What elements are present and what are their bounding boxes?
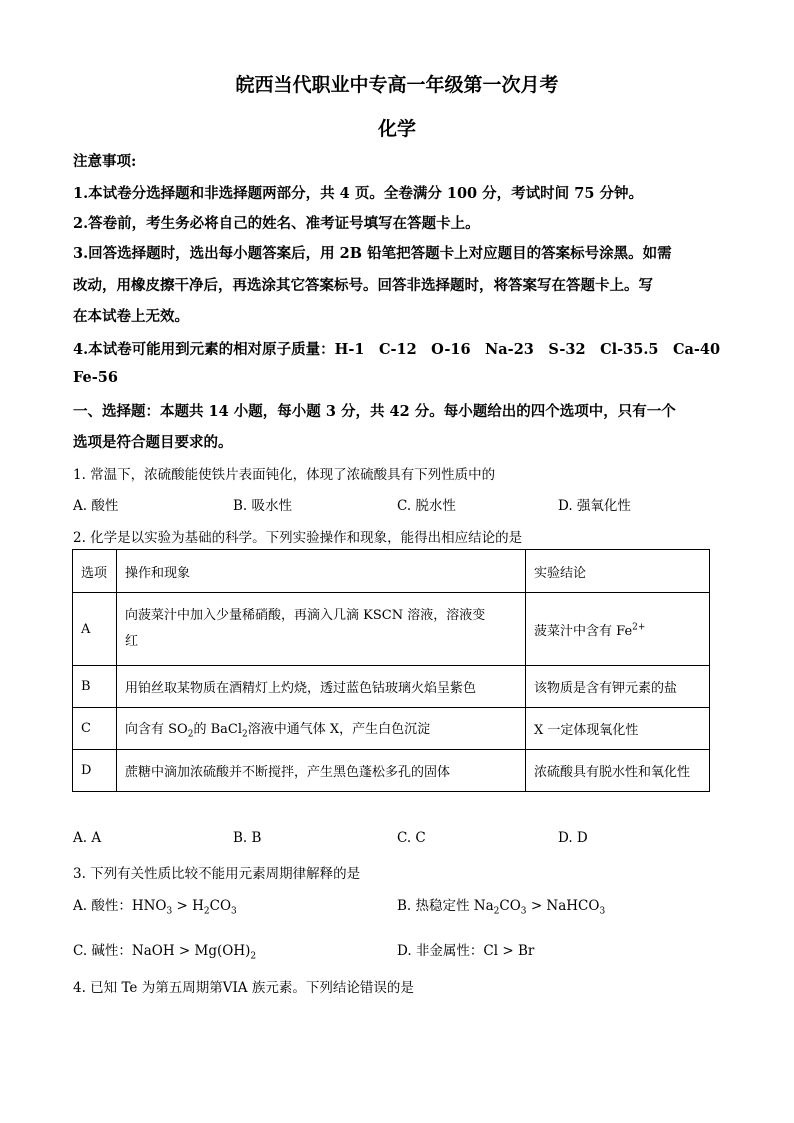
question-2-stem: 2. 化学是以实验为基础的科学。下列实验操作和现象，能得出相应结论的是 — [73, 530, 523, 546]
question-3-option-d: D. 非金属性：Cl > Br — [397, 943, 535, 959]
question-4-stem: 4. 已知 Te 为第五周期第VIA 族元素。下列结论错误的是 — [73, 980, 414, 996]
row-d-operation: 蔗糖中滴加浓硫酸并不断搅拌，产生黑色蓬松多孔的固体 — [117, 750, 526, 792]
section-1-heading-line-2: 选项是符合题目要求的。 — [73, 434, 233, 451]
q3-c-part-1: C. 碱性：NaOH > Mg(OH) — [73, 943, 251, 959]
q3-a-part-1: A. 酸性：HNO — [73, 898, 167, 914]
question-2-option-b: B. B — [233, 830, 262, 846]
row-c-operation-part-1: 向含有 SO — [125, 721, 188, 737]
row-b-option: B — [73, 666, 117, 708]
question-1-option-b: B. 吸水性 — [233, 498, 293, 514]
table-header-row — [73, 550, 710, 593]
q3-b-part-3: > NaHCO — [526, 898, 600, 914]
row-a-conclusion-text: 菠菜汁中含有 Fe — [534, 623, 633, 639]
section-1-heading-line-1: 一、选择题：本题共 14 小题，每小题 3 分，共 42 分。每小题给出的四个选项中，只有一个 — [73, 403, 676, 420]
row-c-operation — [117, 708, 526, 750]
row-c-operation-sub-2: 2 — [241, 729, 248, 740]
question-3-option-b — [397, 894, 605, 917]
question-3-option-c — [73, 939, 256, 962]
question-1-option-c: C. 脱水性 — [397, 498, 456, 514]
q3-b-sub-2: 3 — [520, 906, 527, 917]
question-3-option-a — [73, 894, 237, 917]
row-a-operation-line-1: 向菠菜汁中加入少量稀硝酸，再滴入几滴 KSCN 溶液，溶液变 — [125, 608, 486, 623]
question-2-option-a: A. A — [73, 830, 102, 846]
q3-c-sub-1: 2 — [250, 951, 257, 962]
row-c-operation-part-3: 溶液中通气体 X，产生白色沉淀 — [247, 721, 431, 737]
header-operation: 操作和现象 — [117, 550, 526, 593]
q3-a-sub-1: 3 — [166, 906, 173, 917]
table-row — [73, 750, 710, 792]
row-c-option: C — [73, 708, 117, 750]
question-2-option-d: D. D — [558, 830, 588, 846]
notice-item-4-line-1: 4.本试卷可能用到元素的相对原子质量：H-1 C-12 O-16 Na-23 S-32 Cl-35.5 Ca-40 — [73, 341, 721, 358]
question-1-option-a: A. 酸性 — [73, 498, 119, 514]
notice-item-1: 1.本试卷分选择题和非选择题两部分，共 4 页。全卷满分 100 分，考试时间 75 分钟。 — [73, 185, 643, 202]
notice-item-3-line-2: 改动，用橡皮擦干净后，再选涂其它答案标号。回答非选择题时，将答案写在答题卡上。写 — [73, 277, 653, 294]
question-1-stem: 1. 常温下，浓硫酸能使铁片表面钝化，体现了浓硫酸具有下列性质中的 — [73, 467, 496, 483]
notice-item-4-line-2: Fe-56 — [73, 369, 118, 386]
row-a-conclusion — [526, 593, 710, 666]
q3-a-part-3: CO — [209, 898, 232, 914]
notice-item-2: 2.答卷前，考生务必将自己的姓名、准考证号填写在答题卡上。 — [73, 215, 480, 232]
q3-a-part-2: > H — [172, 898, 204, 914]
table-row — [73, 593, 710, 666]
question-3-stem: 3. 下列有关性质比较不能用元素周期律解释的是 — [73, 866, 361, 882]
row-a-conclusion-charge: 2+ — [632, 622, 646, 633]
row-c-operation-sub-1: 2 — [187, 729, 194, 740]
question-2-option-c: C. C — [397, 830, 426, 846]
header-option: 选项 — [73, 550, 117, 593]
q3-b-part-1: B. 热稳定性 Na — [397, 898, 494, 914]
row-a-operation-line-2: 红 — [125, 634, 139, 649]
row-b-conclusion: 该物质是含有钾元素的盐 — [526, 666, 710, 708]
row-c-operation-part-2: 的 BaCl — [193, 721, 242, 737]
row-d-conclusion: 浓硫酸具有脱水性和氧化性 — [526, 750, 710, 792]
table-row — [73, 708, 710, 750]
row-b-operation: 用铂丝取某物质在酒精灯上灼烧，透过蓝色钴玻璃火焰呈紫色 — [117, 666, 526, 708]
experiment-table — [72, 549, 710, 792]
subject-title: 化学 — [377, 118, 416, 140]
header-conclusion: 实验结论 — [526, 550, 710, 593]
row-d-option: D — [73, 750, 117, 792]
row-c-conclusion: X 一定体现氧化性 — [526, 708, 710, 750]
exam-title: 皖西当代职业中专高一年级第一次月考 — [235, 74, 559, 96]
q3-a-sub-2: 2 — [203, 906, 210, 917]
q3-b-sub-1: 2 — [493, 906, 500, 917]
q3-a-sub-3: 3 — [231, 906, 237, 917]
notice-item-3-line-1: 3.回答选择题时，选出每小题答案后，用 2B 铅笔把答题卡上对应题目的答案标号涂黑。如需 — [73, 245, 672, 262]
notice-heading: 注意事项: — [73, 153, 137, 170]
row-a-option: A — [73, 593, 117, 666]
row-a-operation — [117, 593, 526, 666]
q3-b-sub-3: 3 — [599, 906, 606, 917]
table-row — [73, 666, 710, 708]
q3-b-part-2: CO — [499, 898, 521, 914]
question-1-option-d: D. 强氧化性 — [558, 498, 631, 514]
notice-item-3-line-3: 在本试卷上无效。 — [73, 308, 189, 325]
